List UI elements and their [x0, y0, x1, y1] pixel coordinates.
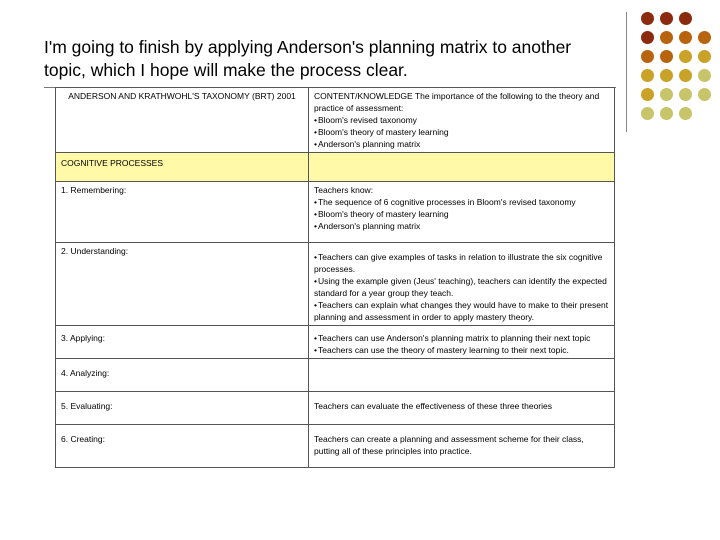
header-bullet: • Bloom's theory of mastery learning [314, 126, 609, 138]
knowledge-bullet: • The sequence of 6 cognitive processes in Bloom's revised taxonomy [314, 196, 609, 208]
knowledge-bullet: • Teachers can explain what changes they would have to make to their present planning and assessment in order to apply mastery theory. [314, 299, 609, 323]
knowledge-cell [309, 182, 615, 243]
decorative-dot [679, 12, 692, 25]
decorative-dot [679, 107, 692, 120]
process-cell [56, 243, 309, 326]
cognitive-processes-row [56, 153, 615, 182]
decorative-dot [641, 50, 654, 63]
decorative-dot [641, 107, 654, 120]
decorative-dot [641, 69, 654, 82]
process-cell [56, 326, 309, 359]
decorative-dot [660, 69, 673, 82]
decorative-dot [660, 107, 673, 120]
decorative-dot [660, 88, 673, 101]
decorative-dot [641, 12, 654, 25]
knowledge-bullet: • Bloom's theory of mastery learning [314, 208, 609, 220]
decorative-dot [698, 31, 711, 44]
process-label: 4. Analyzing: [61, 368, 110, 378]
process-cell [56, 182, 309, 243]
slide-title: I'm going to finish by applying Anderson's planning matrix to another topic, which I hope will make the process clear. [44, 37, 572, 80]
decorative-dot [641, 31, 654, 44]
decorative-dot [679, 88, 692, 101]
knowledge-bullet: • Teachers can give examples of tasks in relation to illustrate the six cognitive processes. [314, 251, 609, 275]
knowledge-cell [309, 425, 615, 468]
knowledge-cell [309, 392, 615, 425]
decorative-dot [660, 50, 673, 63]
decorative-dot [698, 69, 711, 82]
decorative-dot [679, 31, 692, 44]
table-row [56, 392, 615, 425]
header-content-intro: CONTENT/KNOWLEDGE The importance of the following to the theory and practice of assessment: [314, 91, 600, 113]
header-taxonomy-label: ANDERSON AND KRATHWOHL'S TAXONOMY (BRT) 2001 [68, 91, 296, 101]
process-label: 5. Evaluating: [61, 401, 113, 411]
knowledge-intro: Teachers know: [314, 185, 374, 195]
knowledge-bullet: • Anderson's planning matrix [314, 220, 609, 232]
decorative-dot [660, 12, 673, 25]
header-content-cell [309, 88, 615, 153]
knowledge-intro: Teachers can evaluate the effectiveness of these three theories [314, 401, 552, 411]
planning-matrix-table [55, 87, 615, 468]
header-taxonomy-cell [56, 88, 309, 153]
knowledge-intro: Teachers can create a planning and assessment scheme for their class, putting all of these principles into practice. [314, 434, 584, 456]
table-header-row [56, 88, 615, 153]
process-label: 6. Creating: [61, 434, 105, 444]
knowledge-cell [309, 326, 615, 359]
table-row [56, 243, 615, 326]
process-label: 2. Understanding: [61, 246, 129, 256]
knowledge-cell [309, 359, 615, 392]
process-cell [56, 425, 309, 468]
table-row [56, 326, 615, 359]
cognitive-processes-label: COGNITIVE PROCESSES [56, 153, 309, 182]
process-label: 1. Remembering: [61, 185, 127, 195]
header-bullet: • Bloom's revised taxonomy [314, 114, 609, 126]
decorative-dot [698, 50, 711, 63]
vertical-divider [626, 12, 627, 132]
decorative-dot [679, 50, 692, 63]
table-row [56, 182, 615, 243]
knowledge-bullet: • Using the example given (Jeus' teaching), teachers can identify the expected standard for a year group they teach. [314, 275, 609, 299]
process-label: 3. Applying: [61, 333, 105, 343]
decorative-dot [698, 88, 711, 101]
decorative-dot [660, 31, 673, 44]
header-bullet: • Anderson's planning matrix [314, 138, 609, 150]
table-row [56, 425, 615, 468]
decorative-dot [641, 88, 654, 101]
table-row [56, 359, 615, 392]
decorative-dot [679, 69, 692, 82]
process-cell [56, 392, 309, 425]
knowledge-bullet: • Teachers can use the theory of mastery learning to their next topic. [314, 344, 609, 356]
knowledge-cell [309, 243, 615, 326]
cognitive-processes-empty-cell [309, 153, 615, 182]
process-cell [56, 359, 309, 392]
knowledge-bullet: • Teachers can use Anderson's planning matrix to planning their next topic [314, 332, 609, 344]
